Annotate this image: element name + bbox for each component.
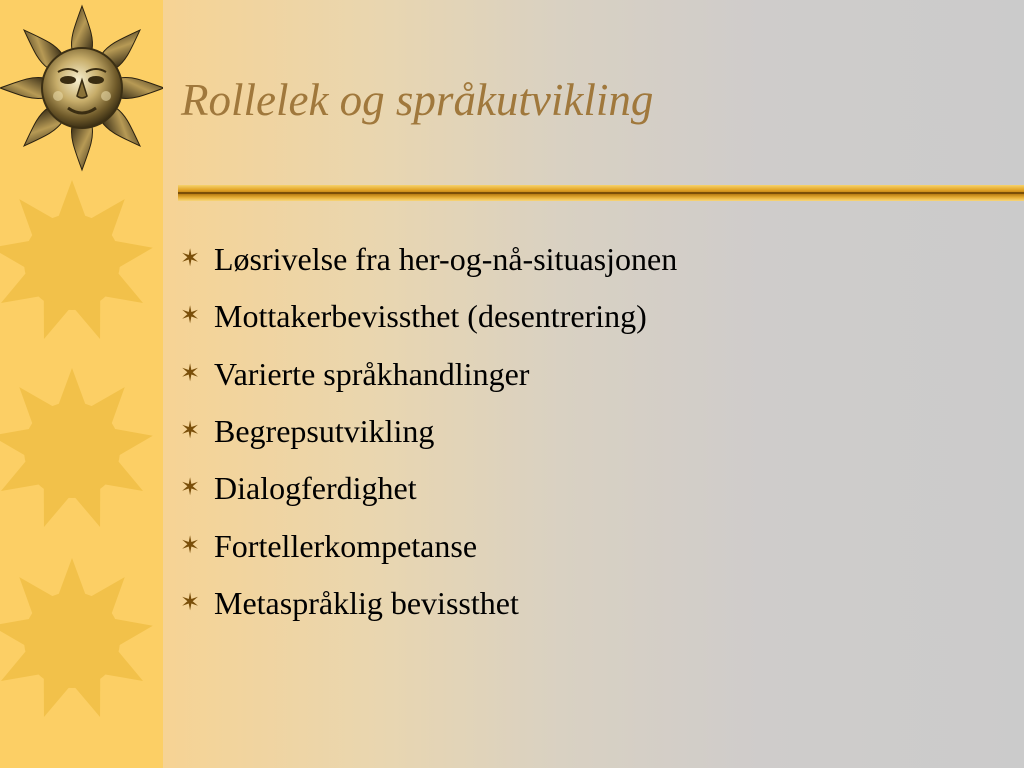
list-item [180,403,677,460]
list-item [180,231,677,288]
bullet-text: Dialogferdighet [214,470,417,507]
sun-icon [0,180,155,344]
bullet-text: Varierte språkhandlinger [214,355,530,392]
list-item [180,288,677,345]
bullet-text: Fortellerkompetanse [214,527,478,564]
sun-decoration [0,0,163,768]
bullet-text: Løsrivelse fra her-og-nå-situasjonen [214,241,678,278]
star-bullet-icon: ✶ [180,246,201,273]
star-bullet-icon: ✶ [180,360,201,387]
sun-icon [0,558,155,722]
sun-sidebar [0,0,163,768]
title-divider [178,182,1024,204]
star-bullet-icon: ✶ [180,418,201,445]
star-bullet-icon: ✶ [180,589,201,616]
list-item [180,346,677,403]
slide-title: Rollelek og språkutvikling [181,75,654,125]
bullet-text: Metaspråklig bevissthet [214,584,519,621]
list-item [180,575,677,632]
list-item [180,460,677,517]
sun-icon [0,368,155,532]
bullet-text: Begrepsutvikling [214,413,435,450]
bullet-list [180,231,677,632]
star-bullet-icon: ✶ [180,532,201,559]
star-bullet-icon: ✶ [180,303,201,330]
star-bullet-icon: ✶ [180,475,201,502]
list-item [180,517,677,574]
sun-face-icon [0,6,163,170]
bullet-text: Mottakerbevissthet (desentrering) [214,298,647,335]
